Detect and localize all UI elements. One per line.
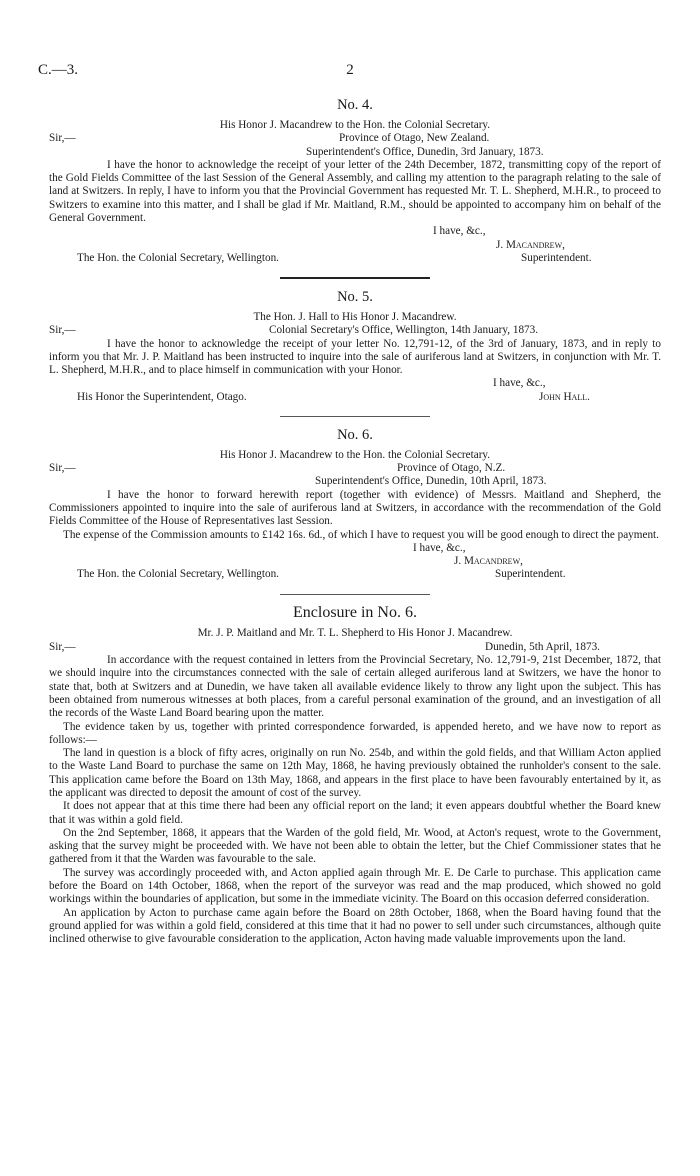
signature: J. Macandrew, bbox=[454, 555, 523, 568]
document-body bbox=[49, 96, 661, 947]
letter-paragraph: I have the honor to acknowledge the receipt of your letter No. 12,791-12, of the 3rd of January, 1873, and in reply to inform you that Mr. J. P. Maitland has been instructed to inquire into the sale of auriferous land at Switzers, in conjunction with Mr. T. L. Shepherd, M.H.R., and to place himself in communication with your Honor. bbox=[49, 337, 661, 377]
salutation: Sir,— bbox=[49, 462, 76, 475]
signature-title: Superintendent. bbox=[495, 568, 566, 581]
letter-paragraph: The survey was accordingly proceeded with, and Acton applied again through Mr. E. De Carle to purchase. This application came before the Board on 14th October, 1868, when the report of the surveyor was read and the map produced, which showed no gold workings within the boundaries of application, but some in the immediate vicinity. The Board on this occasion deferred consideration. bbox=[49, 866, 661, 906]
address-line: Colonial Secretary's Office, Wellington, 14th January, 1873. bbox=[269, 324, 539, 337]
section-divider bbox=[280, 416, 430, 417]
address-line: Superintendent's Office, Dunedin, 10th April, 1873. bbox=[315, 475, 547, 488]
addressee: The Hon. the Colonial Secretary, Wellington. bbox=[77, 251, 279, 264]
letter-paragraph: The expense of the Commission amounts to £142 16s. 6d., of which I have to request you will be good enough to direct the payment. bbox=[63, 528, 659, 541]
letter-paragraph: It does not appear that at this time there had been any official report on the land; it even appears doubtful whether the Board knew that it was within a gold field. bbox=[49, 800, 661, 826]
letter-heading: His Honor J. Macandrew to the Hon. the Colonial Secretary. bbox=[219, 448, 491, 461]
letter-paragraph: An application by Acton to purchase came again before the Board on 28th October, 1868, when the Board having found that the ground applied for was within a gold field, considered at this time that it had no power to sell under such circumstances, although quite inclined otherwise to give favourable consideration to the application, Acton having made valuable improvements upon the land. bbox=[49, 906, 661, 946]
section-divider bbox=[280, 594, 430, 595]
address-line: Province of Otago, New Zealand. bbox=[339, 132, 490, 145]
letter-no-6 bbox=[49, 426, 661, 583]
signature: J. Macandrew, bbox=[496, 238, 565, 251]
letter-number: No. 5. bbox=[337, 288, 373, 305]
letter-heading: Mr. J. P. Maitland and Mr. T. L. Shepherd to His Honor J. Macandrew. bbox=[197, 627, 513, 640]
section-divider bbox=[280, 277, 430, 279]
salutation: Sir,— bbox=[49, 132, 76, 145]
closing: I have, &c., bbox=[493, 377, 546, 390]
letter-no-5 bbox=[49, 288, 661, 405]
letter-number: No. 4. bbox=[337, 97, 373, 113]
letter-paragraph: I have the honor to acknowledge the receipt of your letter of the 24th December, 1872, transmitting copy of the report of the Gold Fields Committee of the last Session of the General Assembly, and calling my attention to the paragraph relating to the sale of land at Switzers. In reply, I have to inform you that the Provincial Government has requested Mr. T. L. Shepherd, M.H.R., to proceed to Switzers to examine into this matter, and I shall be glad if Mr. Maitland, R.M., should be appointed to accompany him on behalf of the General Government. bbox=[49, 158, 661, 225]
closing: I have, &c., bbox=[413, 541, 466, 554]
page-number: 2 bbox=[346, 62, 354, 78]
addressee: The Hon. the Colonial Secretary, Wellington. bbox=[77, 568, 279, 581]
paper-reference: C.—3. bbox=[38, 62, 79, 78]
letter-paragraph: The evidence taken by us, together with printed correspondence forwarded, is appended hereto, and we have now to report as follows:— bbox=[49, 720, 661, 746]
letter-paragraph: On the 2nd September, 1868, it appears that the Warden of the gold field, Mr. Wood, at Acton's request, wrote to the Government, asking that the survey might be proceeded with. We have not been able to obtain the letter, but the Chief Commissioner states that he gathered from it that the Warden was favourable to the sale. bbox=[49, 826, 661, 866]
address-line: Superintendent's Office, Dunedin, 3rd January, 1873. bbox=[306, 145, 544, 158]
enclosure-in-no-6 bbox=[49, 604, 661, 946]
address-line: Dunedin, 5th April, 1873. bbox=[485, 640, 600, 653]
signature: John Hall. bbox=[539, 390, 590, 403]
letter-paragraph: In accordance with the request contained in letters from the Provincial Secretary, No. 12,791-9, 21st December, 1872, that we should inquire into the circumstances connected with the sale of certain alleged auriferous land at Switzers, we have the honor to state that, both at Switzers and at Dunedin, we have taken all available evidence likely to throw any light upon the subject. This has been obtained from numerous witnesses at both places, from a careful personal examination of the ground, and an investigation of all the records of the Waste Land Board bearing upon the matter. bbox=[49, 654, 661, 720]
enclosure-heading: Enclosure in No. 6. bbox=[293, 604, 417, 622]
address-line: Province of Otago, N.Z. bbox=[397, 462, 506, 475]
addressee: His Honor the Superintendent, Otago. bbox=[77, 390, 247, 403]
letter-no-4 bbox=[49, 96, 661, 266]
salutation: Sir,— bbox=[49, 640, 76, 653]
letter-paragraph: I have the honor to forward herewith report (together with evidence) of Messrs. Maitland and Shepherd, the Commissioners appointed to inquire into the sale of auriferous land at Switzers, in accordance with the recommendation of the Gold Fields Committee of the House of Representatives last Session. bbox=[49, 488, 661, 528]
letter-heading: The Hon. J. Hall to His Honor J. Macandrew. bbox=[253, 310, 457, 323]
letter-heading: His Honor J. Macandrew to the Hon. the Colonial Secretary. bbox=[219, 119, 491, 131]
letter-number: No. 6. bbox=[337, 426, 373, 443]
page-header bbox=[38, 62, 662, 82]
letter-paragraph: The land in question is a block of fifty acres, originally on run No. 254b, and within the gold fields, and that William Acton applied to the Waste Land Board to purchase the same on 12th May, 1868, he having previously obtained the runholder's consent to the sale. This application came before the Board on 13th May, 1868, and appears in the first place to have been favourably entertained by it, as the applicant was directed to deposit the amount of cost of the survey. bbox=[49, 747, 661, 799]
salutation: Sir,— bbox=[49, 324, 76, 337]
signature-title: Superintendent. bbox=[521, 251, 592, 264]
closing: I have, &c., bbox=[433, 225, 486, 238]
